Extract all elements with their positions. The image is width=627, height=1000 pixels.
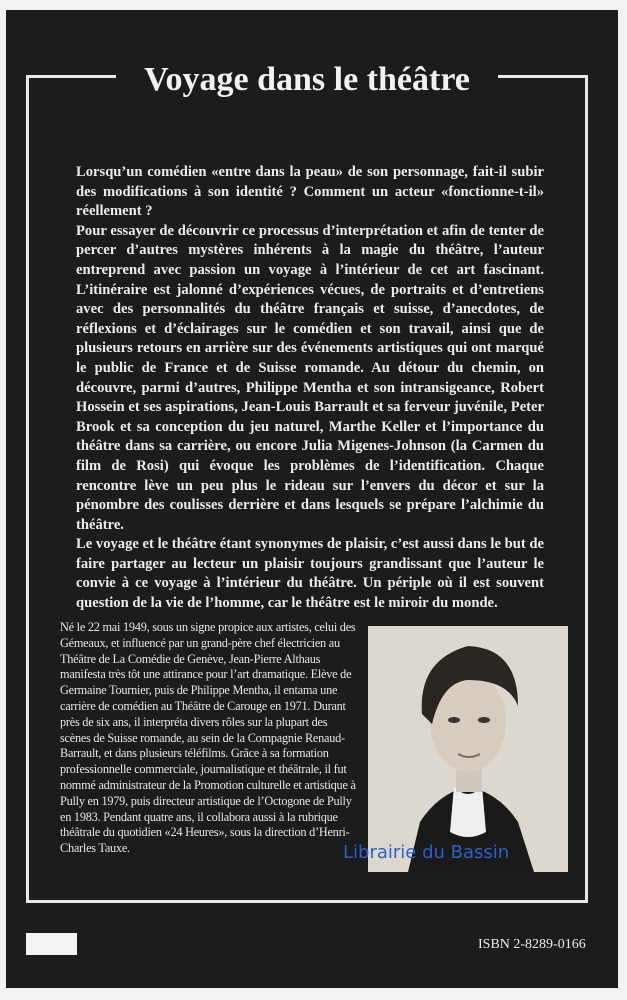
blurb — [76, 163, 544, 614]
blurb-paragraph: Lorsqu’un comédien «entre dans la peau» de son personnage, fait-il subir des modifications à son identité ? Comment un acteur «fonctionne-t-il» réellement ? — [76, 164, 544, 220]
author-portrait-image — [368, 626, 568, 872]
book-title: Voyage dans le théâtre — [26, 60, 588, 100]
author-photo — [368, 626, 568, 872]
frame-right — [585, 75, 588, 903]
blurb-paragraph: Le voyage et le théâtre étant synonymes de plaisir, c’est aussi dans le but de faire partager au lecteur un plaisir toujours grandissant que l’auteur le convie à ce voyage à l’intérieur du théâtre. Un périple où il est souvent question de la vie de l’homme, car le théâtre est le miroir du monde. — [76, 536, 544, 612]
blurb-paragraph: Pour essayer de découvrir ce processus d’interprétation et afin de tenter de percer d’autres mystères inhérents à la magie du théâtre, l’auteur entreprend avec passion un voyage à l’intérieur de cet art fascinant. L’itinéraire est jalonné d’expériences vécues, de portraits et d’entretiens avec des personnalités du théâtre français et suisse, d’anecdotes, de réflexions et d’éclairages sur le comédien et son travail, ainsi que de plusieurs retours en arrière sur des événements artistiques qui ont marqué le public de France et de Suisse romande. Au détour du chemin, on découvre, parmi d’autres, Philippe Mentha et son intransigeance, Robert Hossein et ses aspirations, Jean-Louis Barrault et sa ferveur juvénile, Peter Brook et sa conception du jeu naturel, Marthe Keller et l’importance du théâtre dans sa carrière, ou encore Julia Migenes-Johnson (la Carmen du film de Rosi) qui évoque les problèmes de l’identification. Chaque rencontre lève un peu plus le rideau sur l’envers du décor et sur la pénombre des coulisses derrière et dans lesquels se prépare l’alchimie du théâtre. — [76, 222, 544, 533]
bookstore-watermark: Librairie du Bassin — [343, 842, 510, 863]
price-sticker — [26, 933, 77, 955]
frame-left — [26, 75, 29, 903]
isbn-number: ISBN 2-8289-0166 — [478, 937, 586, 952]
author-bio: Né le 22 mai 1949, sous un signe propice aux artistes, celui des Gémeaux, et influencé par un grand-père chef électricien au Théâtre de La Comédie de Genève, Jean-Pierre Althaus manifesta très tôt une attirance pour l’art dramatique. Elève de Germaine Tournier, puis de Philippe Mentha, il entama une carrière de comédien au Théâtre de Carouge en 1971. Durant près de six ans, il interpréta divers rôles sur la plupart des scènes de Suisse romande, au sein de la Compagnie Renaud-Barrault, et dans plusieurs téléfilms. Grâce à sa formation professionnelle commerciale, journalistique et théâtrale, il fut nommé administrateur de la Promotion culturelle et artistique à Pully en 1979, puis directeur artistique de l’Octogone de Pully en 1983. Pendant quatre ans, il collabora aussi à la rubrique théâtrale du quotidien «24 Heures», sous la direction d’Henri-Charles Tauxe. — [60, 620, 356, 856]
frame-bottom — [26, 900, 588, 903]
